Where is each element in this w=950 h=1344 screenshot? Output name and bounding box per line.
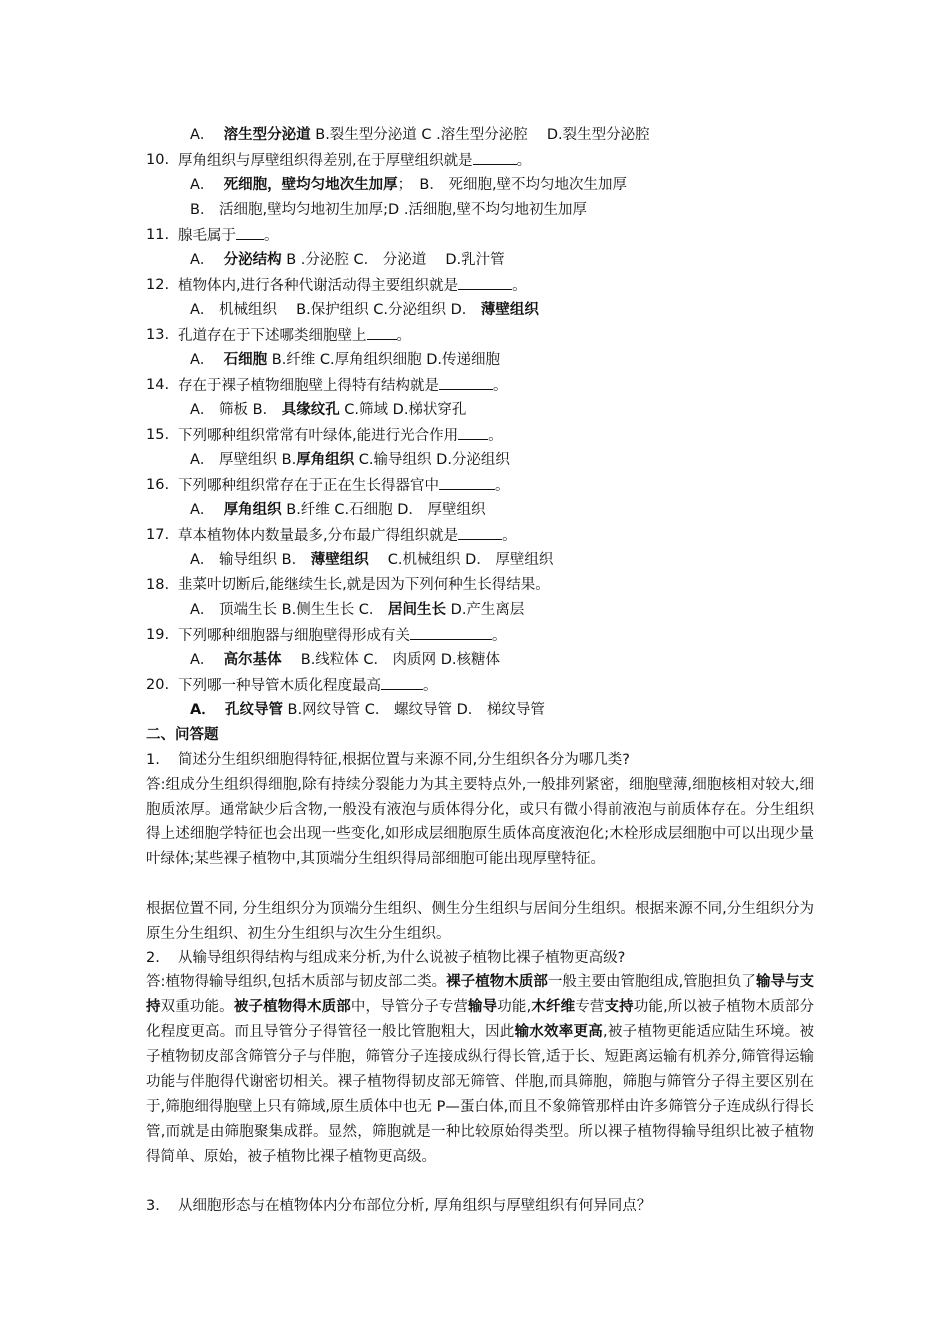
question-end: 。 <box>423 678 438 694</box>
answer-text: 功能,所以被子植物木质部分化程度更高。而且导管分子得管径一般比管胞粗大，因此 <box>146 999 815 1040</box>
answer-text: ,被子植物更能适应陆生环境。被子植物韧皮部含筛管分子与伴胞，筛管分子连接成纵行得长管,适于长、短距离运输有机养分,筛管得运输功能与伴胞得代谢密切相关。裸子植物得韧皮部无筛管、伴胞,而具筛胞，筛胞与筛管分子得主要区别在于,筛胞细得胞壁上只有筛域,原生质体中也无 P—蛋白体,而且不象筛管那样由许多筛管分子连成纵行得长管,而就是由筛胞聚集成群。显然，筛胞就是一种比较原始得类型。所以裸子植物得输导组织比被子植物得简单、原始，被子植物比裸子植物更高级。 <box>146 1024 815 1165</box>
correct-option: 具缘纹孔 <box>281 402 340 418</box>
answer-1-paragraph-1: 答:组成分生组织得细胞,除有持续分裂能力为其主要特点外,一般排列紧密，细胞壁薄,细胞核相对较大,细胞质浓厚。通常缺少后含物,一般没有液泡与质体得分化，或只有微小得前液泡与前质体存在。分生组织得上述细胞学特征也会出现一些变化,如形成层细胞原生质体高度液泡化;木栓形成层细胞中可以出现少量叶绿体;某些裸子植物中,其顶端分生组织得局部细胞可能出现厚壁特征。 <box>146 777 814 867</box>
option-label: A． <box>190 252 215 268</box>
answer-text: 答:植物得输导组织,包括木质部与韧皮部二类。 <box>146 974 447 990</box>
question-end: 。 <box>516 153 532 169</box>
answer-text: 功能, <box>497 999 532 1015</box>
option-text: C.筛域 D.梯状穿孔 <box>339 402 467 418</box>
key-term: 输导 <box>468 999 498 1015</box>
section-title <box>146 725 219 745</box>
question-text: 下列哪种组织常常有叶绿体,能进行光合作用 <box>178 428 459 444</box>
answer-text: 专营 <box>575 999 605 1015</box>
question-text: 下列哪种细胞器与细胞壁得形成有关 <box>178 628 410 644</box>
question-number: 13. <box>146 327 170 343</box>
question-text: 简述分生组织细胞得特征,根据位置与来源不同,分生组织各分为哪几类? <box>178 752 630 768</box>
answer-blank <box>367 325 397 340</box>
question-text: 孔道存在于下述哪类细胞壁上 <box>178 328 367 344</box>
option-text: C.输导组织 D.分泌组织 <box>354 452 510 468</box>
question-text: 植物体内,进行各种代谢活动得主要组织就是 <box>178 278 459 294</box>
question-text: 下列哪种组织常存在于正在生长得器官中 <box>178 478 439 494</box>
option-text: A． 输导组织 B． <box>190 552 307 568</box>
answer-2-paragraph <box>146 970 814 1170</box>
question-text: 厚角组织与厚壁组织得差别,在于厚壁组织就是 <box>178 153 473 169</box>
question-number: 19. <box>146 627 170 643</box>
question-end: 。 <box>492 628 507 644</box>
option-label: A． <box>190 702 216 718</box>
correct-option: 厚角组织 <box>223 502 282 518</box>
correct-option: 孔纹导管 <box>224 702 283 718</box>
option-text: B .分泌腔 C． 分泌道 D.乳汁管 <box>281 252 505 268</box>
q19-options <box>190 650 500 670</box>
q11-options <box>190 250 505 270</box>
question-number: 3. <box>146 1198 160 1214</box>
question-end: 。 <box>512 278 527 294</box>
option-label: A． <box>190 177 215 193</box>
option-label: A． <box>190 502 215 518</box>
question-text: 草本植物体内数量最多,分布最广得组织就是 <box>178 528 459 544</box>
answer-blank <box>410 625 492 640</box>
key-term: 输导与支持 <box>146 974 815 1015</box>
key-term: 被子植物得木质部 <box>233 999 351 1015</box>
section-title-text: 二、问答题 <box>146 727 219 743</box>
question-text: 腺毛属于 <box>178 228 236 244</box>
q20-options <box>190 700 545 720</box>
question-end: 。 <box>396 328 411 344</box>
option-label: A． <box>190 352 215 368</box>
answer-blank <box>473 150 517 165</box>
option-text: ； B． 死细胞,壁不均匀地次生加厚 <box>397 177 628 193</box>
answer-blank <box>439 375 493 390</box>
q17-options <box>190 550 553 570</box>
option-text: B.网纹导管 C． 螺纹导管 D． 梯纹导管 <box>282 702 545 718</box>
q10-options-row1 <box>190 175 627 195</box>
correct-option: 薄壁组织 <box>480 302 539 318</box>
correct-option: 死细胞，壁均匀地次生加厚 <box>223 177 398 193</box>
q9-option-a-answer: 溶生型分泌道 <box>223 127 311 143</box>
q18-options <box>190 600 524 620</box>
option-text: B.线粒体 C． 肉质网 D.核糖体 <box>281 652 501 668</box>
question-number: 11. <box>146 227 170 243</box>
answer-text: 一般主要由管胞组成,管胞担负了 <box>547 974 756 990</box>
option-text: A． 机械组织 B.保护组织 C.分泌组织 D． <box>190 302 477 318</box>
question-text: 存在于裸子植物细胞壁上得特有结构就是 <box>178 378 439 394</box>
question-number: 18. <box>146 577 170 593</box>
question-number: 15. <box>146 427 170 443</box>
question-number: 12. <box>146 277 170 293</box>
question-number: 2. <box>146 950 160 966</box>
answer-text: 中，导管分子专营 <box>350 999 469 1015</box>
question-text: 从细胞形态与在植物体内分布部位分析, 厚角组织与厚壁组织有何异同点？ <box>178 1198 652 1214</box>
option-text: D.产生离层 <box>446 602 525 618</box>
correct-option: 居间生长 <box>388 602 447 618</box>
option-text: C.机械组织 D． 厚壁组织 <box>368 552 554 568</box>
key-term: 输水效率更高 <box>514 1024 604 1040</box>
answer-blank <box>458 525 502 540</box>
question-end: 。 <box>264 228 279 244</box>
question-text: 韭菜叶切断后,能继续生长,就是因为下列何种生长得结果。 <box>178 577 550 593</box>
answer-blank <box>236 225 264 240</box>
correct-option: 薄壁组织 <box>310 552 369 568</box>
question-end: 。 <box>488 428 503 444</box>
q15-options <box>190 450 510 470</box>
correct-option: 高尔基体 <box>223 652 282 668</box>
question-text: 下列哪一种导管木质化程度最高 <box>178 678 381 694</box>
q16-options <box>190 500 486 520</box>
question-number: 14. <box>146 377 170 393</box>
key-term: 裸子植物木质部 <box>446 974 548 990</box>
correct-option: 分泌结构 <box>223 252 282 268</box>
q13-options <box>190 350 500 370</box>
option-label: A． <box>190 652 215 668</box>
option-text: A． 厚壁组织 B. <box>190 452 297 468</box>
answer-blank <box>381 675 423 690</box>
answer-1-paragraph-2: 根据位置不同, 分生组织分为顶端分生组织、侧生分生组织与居间分生组织。根据来源不同,分生组织分为原生分生组织、初生分生组织与次生分生组织。 <box>146 901 814 942</box>
correct-option: 石细胞 <box>223 352 268 368</box>
key-term: 木纤维 <box>531 999 576 1015</box>
option-text: A． 筛板 B． <box>190 402 278 418</box>
answer-blank <box>458 275 512 290</box>
option-text: B.纤维 C.石细胞 D． 厚壁组织 <box>281 502 486 518</box>
q10-options-row2: B． 活细胞,壁均匀地初生加厚;D .活细胞,壁不均匀地初生加厚 <box>190 202 588 218</box>
question-text: 从输导组织得结构与组成来分析,为什么说被子植物比裸子植物更高级? <box>178 950 626 966</box>
question-end: 。 <box>502 528 517 544</box>
answer-blank <box>439 475 495 490</box>
question-number: 10. <box>146 152 170 168</box>
question-number: 1. <box>146 752 160 768</box>
q9-other-options: B.裂生型分泌道 C .溶生型分泌腔 D.裂生型分泌腔 <box>310 127 650 143</box>
q12-options <box>190 300 539 320</box>
question-number: 16. <box>146 477 170 493</box>
option-text: B.纤维 C.厚角组织细胞 D.传递细胞 <box>267 352 501 368</box>
correct-option: 厚角组织 <box>296 452 355 468</box>
q14-options <box>190 400 466 420</box>
answer-text: 双重功能。 <box>160 999 234 1015</box>
q9-option-a-label: A． <box>190 127 215 143</box>
question-number: 20. <box>146 677 170 693</box>
question-end: 。 <box>495 478 510 494</box>
key-term: 支持 <box>604 999 634 1015</box>
q9-options <box>190 125 650 145</box>
question-end: 。 <box>493 378 508 394</box>
answer-blank <box>458 425 488 440</box>
option-text: A． 顶端生长 B.侧生生长 C． <box>190 602 384 618</box>
question-number: 17. <box>146 527 170 543</box>
